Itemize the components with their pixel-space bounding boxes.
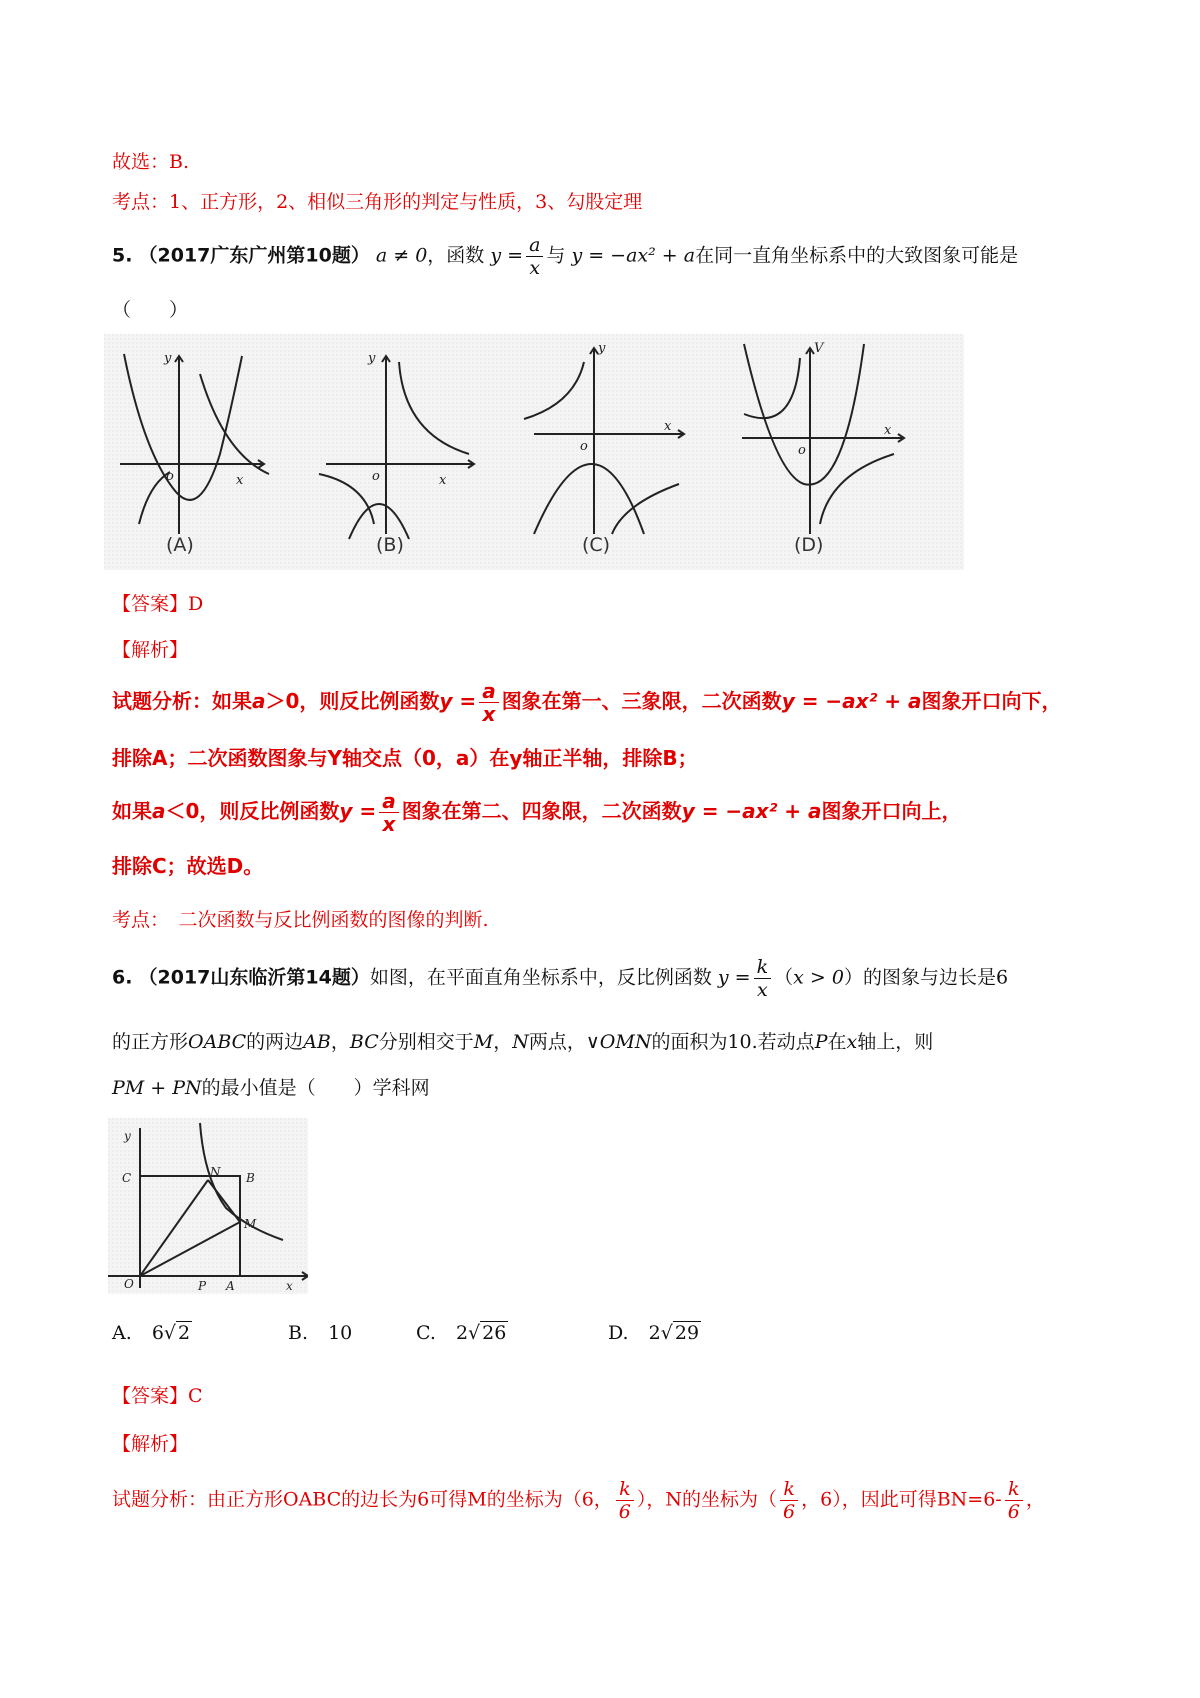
option-a-coef: 6 [151, 1322, 164, 1344]
fig-label-p: P [198, 1279, 207, 1293]
fraction-a-over-x [526, 234, 543, 279]
option-b-value: 10 [328, 1322, 353, 1344]
q6-stem-1 [112, 956, 1008, 1001]
q5-stem [112, 234, 1018, 279]
svg-text:o: o [798, 443, 806, 458]
m: AB [303, 1031, 331, 1053]
option-a-label: A. [112, 1322, 132, 1344]
q6-a1-pre: 试题分析：由正方形OABC的边长为6可得M的坐标为（6， [112, 1488, 613, 1511]
q5-kaodian: 考点： 二次函数与反比例函数的图像的判断. [112, 909, 489, 931]
q5-a3-post: 图象开口向上， [821, 799, 962, 823]
option-a[interactable] [112, 1322, 192, 1344]
q6-text-1d: ）的图象与边长是6 [843, 966, 1009, 989]
var-a: a [252, 689, 266, 713]
svg-text:x: x [884, 423, 892, 438]
fig-label-b: B [246, 1171, 255, 1185]
option-d[interactable] [608, 1322, 701, 1344]
graph-label-a: (A) [166, 534, 194, 556]
frac-num: k [616, 1478, 634, 1501]
q6-analysis-label: 【解析】 [112, 1433, 189, 1455]
frac-den: x [482, 702, 496, 726]
option-d-radicand: 29 [674, 1322, 700, 1344]
fig-label-y: y [124, 1129, 131, 1143]
q5-text-3: 在同一直角坐标系中的大致图象可能是 [695, 244, 1019, 267]
frac-den: x [529, 257, 541, 279]
m: OABC [188, 1031, 247, 1053]
q5-analysis-1 [112, 680, 1062, 725]
t: 在 [827, 1031, 847, 1053]
t: 两点， [528, 1031, 586, 1053]
frac-num: a [479, 680, 499, 703]
q5-a1-pre: 试题分析：如果 [112, 689, 252, 713]
svg-text:V: V [814, 341, 824, 356]
y-eq: y = [717, 966, 751, 989]
q6-stem-3 [112, 1074, 430, 1102]
option-c-coef: 2 [455, 1322, 469, 1344]
m: P [814, 1031, 828, 1053]
q6-figure [108, 1118, 308, 1294]
graph-label-d: (D) [794, 534, 824, 556]
q5-condition: a ≠ 0 [375, 244, 428, 267]
q5-a3-pre: 如果 [112, 799, 152, 823]
q5-analysis-3 [112, 790, 962, 835]
frac-num: a [526, 234, 543, 257]
q5-quadratic: y = −ax² + a [571, 244, 696, 267]
q5-text-2: 与 [546, 244, 566, 267]
q5-number: 5. [112, 244, 133, 267]
svg-text:o: o [580, 439, 588, 454]
frac-den: 6 [618, 1501, 631, 1523]
q5-analysis-label: 【解析】 [112, 639, 189, 661]
fraction-a-over-x [379, 790, 399, 835]
frac-den: 6 [783, 1501, 796, 1523]
answer-label: 【答案】 [112, 1385, 189, 1407]
svg-text:x: x [439, 473, 447, 488]
kaodian-text: 考点：1、正方形，2、相似三角形的判定与性质，3、勾股定理 [112, 191, 643, 213]
q6-answer [112, 1382, 203, 1410]
t: ， [493, 1031, 513, 1053]
fraction-k-over-6 [1005, 1478, 1023, 1523]
svg-text:y: y [368, 351, 376, 366]
q5-a1-cond: ＞0，则反比例函数 [265, 689, 440, 713]
option-c-radicand: 26 [482, 1322, 507, 1344]
q6-number: 6. [112, 966, 133, 989]
m: M [473, 1031, 494, 1053]
fig-label-a: A [226, 1279, 235, 1293]
frac-num: k [754, 956, 772, 979]
q5-source: （2017广东广州第10题） [138, 244, 370, 267]
conclusion-text: 故选：B. [112, 151, 190, 173]
frac-den: x [756, 979, 768, 1001]
option-c-label: C. [416, 1322, 436, 1344]
fig-label-o: O [124, 1277, 134, 1291]
m: N [512, 1031, 529, 1053]
sqrt-sign: √ 29 [660, 1322, 700, 1344]
t: 分别相交于 [378, 1031, 474, 1053]
q6-text-1b: （ [774, 966, 794, 989]
option-c[interactable] [416, 1322, 508, 1344]
q5-a3-cond: ＜0，则反比例函数 [165, 799, 340, 823]
t: 的正方形 [112, 1031, 189, 1053]
q5-a3-mid: 图象在第二、四象限，二次函数 [401, 799, 682, 823]
option-a-radicand: 2 [178, 1322, 191, 1344]
q6-stem-2 [112, 1028, 933, 1056]
quadratic: y = −ax² + a [781, 689, 922, 713]
q6-a1-post: ， [1025, 1488, 1045, 1511]
q5-analysis-4: 排除C；故选D。 [112, 854, 264, 878]
t: 的面积为10.若动点 [651, 1031, 815, 1053]
t: ， [330, 1031, 350, 1053]
pm-pn: PM + PN [112, 1077, 202, 1099]
svg-text:x: x [664, 419, 672, 434]
q5-paren: （ ） [112, 299, 189, 321]
frac-num: k [1005, 1478, 1023, 1501]
q6-analysis-1 [112, 1478, 1045, 1523]
q5-answer [112, 590, 203, 618]
frac-den: 6 [1007, 1501, 1020, 1523]
fig-label-m: M [244, 1217, 257, 1231]
q5-y-eq: y = [490, 244, 524, 267]
q5-analysis-2: 排除A；二次函数图象与Y轴交点（0，a）在y轴正半轴，排除B； [112, 746, 698, 770]
svg-text:y: y [164, 351, 172, 366]
fig-label-x: x [286, 1279, 293, 1293]
option-d-label: D. [608, 1322, 629, 1344]
t: 的最小值是（ ）学科网 [201, 1077, 430, 1099]
svg-text:o: o [166, 469, 174, 484]
quadratic: y = −ax² + a [681, 799, 822, 823]
frac-num: a [379, 790, 399, 813]
answer-label: 【答案】 [112, 593, 189, 615]
m: BC [349, 1031, 379, 1053]
q6-text-1: 如图，在平面直角坐标系中，反比例函数 [369, 966, 712, 989]
option-d-coef: 2 [648, 1322, 661, 1344]
fig-label-n: N [210, 1165, 221, 1179]
fraction-a-over-x [479, 680, 499, 725]
q6-a1-mid: ），N的坐标为（ [636, 1488, 778, 1511]
q6-cond: x > 0 [793, 966, 844, 989]
frac-num: k [780, 1478, 798, 1501]
q5-a1-mid: 图象在第一、三象限，二次函数 [501, 689, 782, 713]
fraction-k-over-x [754, 956, 772, 1001]
q5-graph-labels [104, 534, 964, 564]
option-b-label: B. [288, 1322, 309, 1344]
var-a: a [152, 799, 166, 823]
option-b[interactable] [288, 1322, 352, 1344]
m: ∨OMN [585, 1031, 652, 1053]
answer-value: D [188, 593, 204, 615]
m: x [846, 1031, 858, 1053]
fraction-k-over-6 [616, 1478, 634, 1523]
graph-label-c: (C) [582, 534, 611, 556]
fig-label-c: C [122, 1171, 132, 1185]
y-eq: y = [339, 799, 377, 823]
y-eq: y = [439, 689, 477, 713]
q5-text-1: ，函数 [427, 244, 485, 267]
sqrt-sign: √ 26 [468, 1322, 507, 1344]
answer-value: C [188, 1385, 203, 1407]
q6-a1-mid2: ，6），因此可得BN=6- [801, 1488, 1002, 1511]
fraction-k-over-6 [780, 1478, 798, 1523]
svg-text:x: x [236, 473, 244, 488]
q5-a1-post: 图象开口向下， [921, 689, 1062, 713]
svg-text:o: o [372, 469, 380, 484]
svg-text:y: y [598, 341, 606, 356]
t: 轴上，则 [857, 1031, 934, 1053]
frac-den: x [382, 812, 396, 836]
graph-label-b: (B) [376, 534, 404, 556]
t: 的两边 [246, 1031, 304, 1053]
q6-source: （2017山东临沂第14题） [138, 966, 370, 989]
sqrt-sign: √ 2 [163, 1322, 191, 1344]
